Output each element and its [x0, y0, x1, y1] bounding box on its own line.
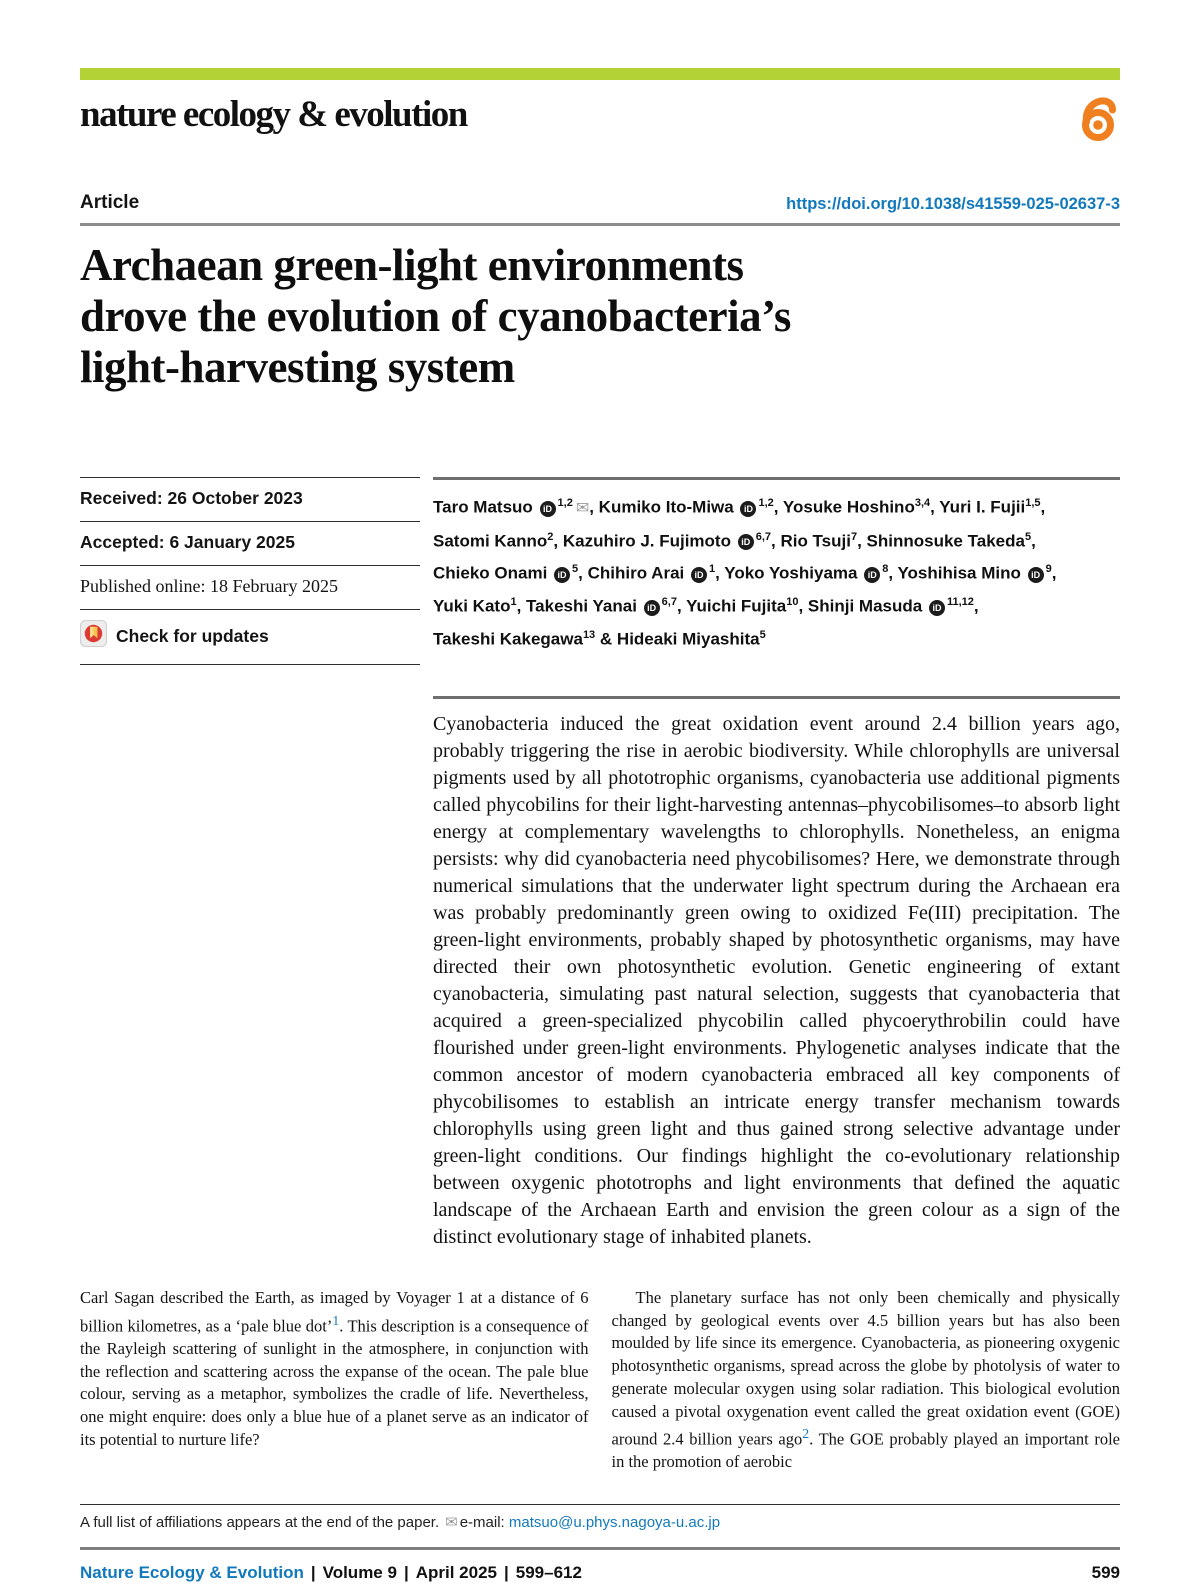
orcid-icon[interactable]: iD	[644, 600, 660, 616]
footer-date: April 2025	[415, 1563, 497, 1583]
email-icon: ✉	[445, 1514, 458, 1532]
article-bar	[80, 192, 1120, 226]
orcid-icon[interactable]: iD	[1028, 567, 1044, 583]
affiliation-superscript: 10	[786, 595, 799, 608]
affiliation-superscript: 6,7	[755, 530, 771, 543]
affiliation-superscript: 13	[582, 628, 596, 641]
footer-separator: |	[503, 1563, 509, 1583]
page-footer	[80, 1547, 1120, 1583]
affiliations-note	[80, 1504, 1120, 1531]
corresponding-email-link[interactable]: matsuo@u.phys.nagoya-u.ac.jp	[508, 1514, 721, 1532]
orcid-icon[interactable]: iD	[929, 600, 945, 616]
received-date: Received: 26 October 2023	[80, 477, 420, 521]
crossmark-icon	[80, 620, 107, 652]
affiliation-superscript: 6,7	[661, 595, 677, 608]
footer-pages: 599–612	[515, 1563, 582, 1583]
orcid-icon[interactable]: iD	[864, 567, 880, 583]
accepted-date: Accepted: 6 January 2025	[80, 521, 420, 565]
affiliation-superscript: 8	[882, 563, 889, 576]
orcid-icon[interactable]: iD	[554, 567, 570, 583]
affiliation-superscript: 2	[547, 530, 554, 543]
page-title	[80, 240, 1120, 393]
reference-link[interactable]: 2	[802, 1426, 810, 1442]
page-number: 599	[1091, 1563, 1120, 1583]
orcid-icon[interactable]: iD	[740, 501, 756, 517]
affiliation-superscript: 1,5	[1025, 497, 1041, 509]
masthead	[80, 87, 1120, 148]
affiliation-superscript: 5	[759, 628, 766, 641]
orcid-icon[interactable]: iD	[691, 567, 707, 583]
body-text	[80, 1287, 1120, 1474]
footer-journal-link[interactable]: Nature Ecology & Evolution	[80, 1563, 304, 1583]
check-for-updates-label: Check for updates	[116, 625, 269, 646]
orcid-icon[interactable]: iD	[738, 534, 754, 550]
check-for-updates-button[interactable]	[80, 620, 420, 652]
orcid-icon[interactable]: iD	[540, 501, 556, 517]
email-icon[interactable]: ✉	[575, 499, 590, 517]
footer-volume: Volume 9	[322, 1563, 397, 1583]
footer-separator: |	[310, 1563, 316, 1583]
open-access-icon	[1078, 87, 1120, 148]
affiliation-superscript: 9	[1045, 563, 1052, 576]
author-line: Taro Matsuo iD $^{1,2}$ ✉, Kumiko Ito-Miwa iD $^{1,2}$, Yosuke Hoshino$^{3,4}$, Yuri I. Fujii$^{1,5}$,	[433, 497, 1046, 517]
affiliation-superscript: 11,12	[946, 595, 974, 608]
journal-logo: nature ecology & evolution	[80, 94, 467, 135]
author-line: Takeshi Kakegawa$^{13}$ & Hideaki Miyashita$^5$	[433, 628, 766, 649]
author-line: Chieko Onami iD $^5$, Chihiro Arai iD $^1$, Yoko Yoshiyama iD $^8$, Yoshihisa Mino iD $^9$,	[433, 563, 1057, 583]
body-column-left: Carl Sagan described the Earth, as imaged by Voyager 1 at a distance of 6 billion kilometres, as a ‘pale blue dot’$^1$. This description is a consequence of the Rayleigh scattering of sunlight in the atmosphere, in conjunction with the reflection and scattering across the expanse of the ocean. The pale blue colour, serving as a metaphor, symbolizes the cradle of life. Nevertheless, one might enquire: does only a blue hue of a planet serve as an indicator of its potential to nurture life?	[80, 1288, 589, 1449]
title-line-1: Archaean green-light environments	[80, 240, 744, 290]
affiliations-text: A full list of affiliations appears at the end of the paper.	[80, 1514, 440, 1532]
affiliation-superscript: 7	[850, 530, 858, 543]
affiliation-superscript: 1	[510, 595, 517, 608]
footer-citation	[80, 1563, 582, 1583]
affiliation-superscript: 1,2	[758, 497, 774, 509]
title-line-3: light-harvesting system	[80, 342, 515, 392]
affiliation-superscript: 3,4	[914, 497, 931, 509]
author-line: Yuki Kato$^1$, Takeshi Yanai iD $^{6,7}$, Yuichi Fujita$^{10}$, Shinji Masuda iD $^{11,12}$,	[433, 595, 979, 616]
reference-link[interactable]: 1	[332, 1312, 340, 1328]
journal-accent-bar	[80, 68, 1120, 80]
affiliation-superscript: 5	[1024, 530, 1032, 543]
published-date: Published online: 18 February 2025	[80, 565, 420, 609]
title-line-2: drove the evolution of cyanobacteria’s	[80, 291, 791, 341]
author-line: Satomi Kanno$^2$, Kazuhiro J. Fujimoto iD $^{6,7}$, Rio Tsuji$^7$, Shinnosuke Takeda$^5$,	[433, 530, 1036, 551]
abstract-text: Cyanobacteria induced the great oxidation event around 2.4 billion years ago, probably triggering the rise in aerobic biodiversity. While chlorophylls are universal pigments used by all phototrophic organisms, cyanobacteria use additional pigments called phycobilins for their light-harvesting antennas–phycobilisomes–to absorb light energy at complementary wavelengths to chlorophylls. Nonetheless, an enigma persists: why did cyanobacteria need phycobilisomes? Here, we demonstrate through numerical simulations that the underwater light spectrum during the Archaean era was probably predominantly green owing to oxidized Fe(III) precipitation. The green-light environments, probably shaped by photosynthetic organisms, may have directed their own photosynthetic evolution. Genetic engineering of extant cyanobacteria, simulating past natural selection, suggests that cyanobacteria that acquired a green-specialized phycobilin called phycoerythrobilin could have flourished under green-light environments. Phylogenetic analyses indicate that the common ancestor of modern cyanobacteria embraced all key components of phycobilisomes to establish an intricate energy transfer mechanism towards chlorophylls using green light and thus gained strong selective advantage under green-light conditions. Our findings highlight the co-evolutionary relationship between oxygenic phototrophs and light environments that defined the aquatic landscape of the Archaean Earth and envision the green colour as a sign of the distinct evolutionary stage of inhabited planets.	[433, 713, 1120, 1248]
affiliation-superscript: 5	[572, 563, 579, 576]
email-label: e-mail:	[459, 1514, 505, 1532]
abstract-section	[433, 696, 1120, 1251]
dates-sidebar	[80, 477, 420, 665]
affiliation-superscript: 1,2	[557, 497, 573, 509]
footer-separator: |	[403, 1563, 409, 1583]
body-column-right: The planetary surface has not only been chemically and physically changed by geological events over 4.5 billion years but has also been moulded by life since its emergence. Cyanobacteria, as pioneering oxygenic photosynthetic organisms, spread across the globe by photolysis of water to generate molecular oxygen using solar radiation. This biological evolution caused a pivotal oxygenation event called the great oxidation event (GOE) around 2.4 billion years ago$^2$. The GOE probably played an important role in the promotion of aerobic	[611, 1288, 1120, 1472]
affiliation-superscript: 1	[708, 563, 716, 576]
header-grid	[80, 477, 1120, 1251]
author-list	[433, 477, 1120, 665]
article-type-label: Article	[80, 192, 140, 213]
doi-link[interactable]: https://doi.org/10.1038/s41559-025-02637-3	[786, 195, 1120, 213]
